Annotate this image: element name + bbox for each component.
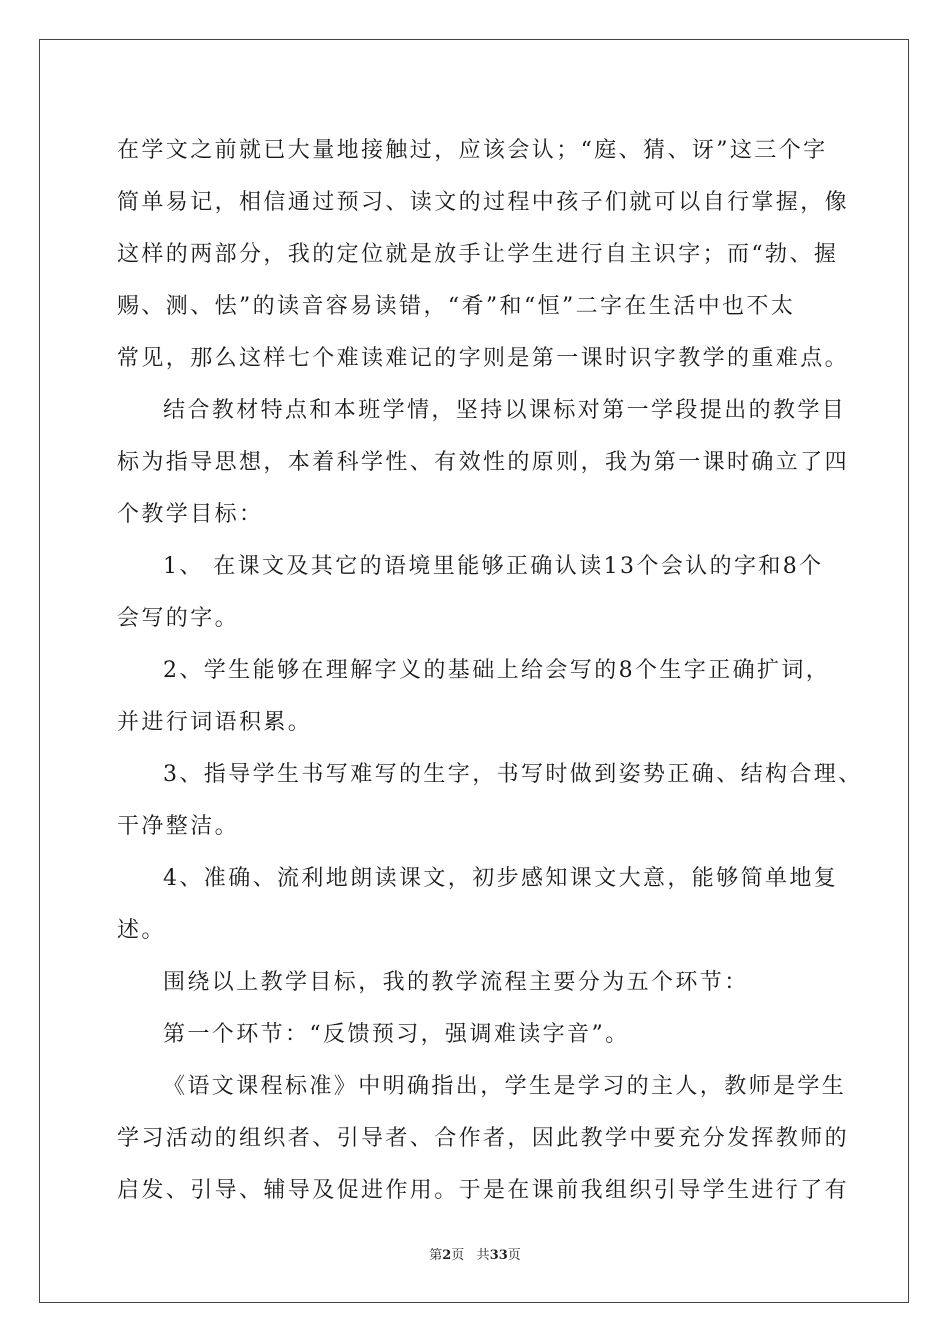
text-line: 并进行词语积累。 (117, 710, 313, 735)
total-suffix: 页 (507, 1248, 521, 1263)
text-line: 会写的字。 (117, 606, 240, 631)
text-line: 1、 在课文及其它的语境里能够正确认读13个会认的字和8个 (163, 554, 824, 579)
text-line: 述。 (117, 918, 166, 943)
text-line: 3、指导学生书写难写的生字，书写时做到姿势正确、结构合理、 (163, 762, 863, 787)
page-footer (0, 1244, 950, 1263)
page-prefix: 第 (429, 1248, 443, 1263)
text-line: 结合教材特点和本班学情，坚持以课标对第一学段提出的教学目 (163, 398, 847, 423)
text-line: 常见，那么这样七个难读难记的字则是第一课时识字教学的重难点。 (117, 346, 850, 371)
text-line: 个教学目标： (117, 502, 264, 527)
page-number: 2 (442, 1248, 452, 1263)
text-line: 2、学生能够在理解字义的基础上给会写的8个生字正确扩词， (163, 658, 831, 683)
total-prefix: 共 (476, 1248, 490, 1263)
text-line: 简单易记，相信通过预习、读文的过程中孩子们就可以自行掌握，像 (117, 190, 850, 215)
page-suffix: 页 (451, 1248, 465, 1263)
text-line: 第一个环节：“反馈预习，强调难读字音”。 (163, 1022, 630, 1047)
text-line: 4、准确、流利地朗读课文，初步感知课文大意，能够简单地复 (163, 866, 839, 891)
text-line: 启发、引导、辅导及促进作用。于是在课前我组织引导学生进行了有 (117, 1178, 850, 1203)
text-line: 这样的两部分，我的定位就是放手让学生进行自主识字；而“勃、握 (117, 242, 839, 267)
text-line: 在学文之前就已大量地接触过，应该会认；“庭、猜、讶”这三个字 (117, 138, 828, 163)
total-pages: 33 (489, 1248, 508, 1263)
text-line: 学习活动的组织者、引导者、合作者，因此教学中要充分发挥教师的 (117, 1126, 850, 1151)
text-line: 标为指导思想，本着科学性、有效性的原则，我为第一课时确立了四 (117, 450, 850, 475)
text-line: 赐、测、怯”的读音容易读错，“肴”和“恒”二字在生活中也不太 (117, 294, 796, 319)
text-line: 围绕以上教学目标，我的教学流程主要分为五个环节： (163, 970, 749, 995)
document-body (117, 125, 863, 1217)
text-line: 《语文课程标准》中明确指出，学生是学习的主人，教师是学生 (163, 1074, 847, 1099)
text-line: 干净整洁。 (117, 814, 240, 839)
